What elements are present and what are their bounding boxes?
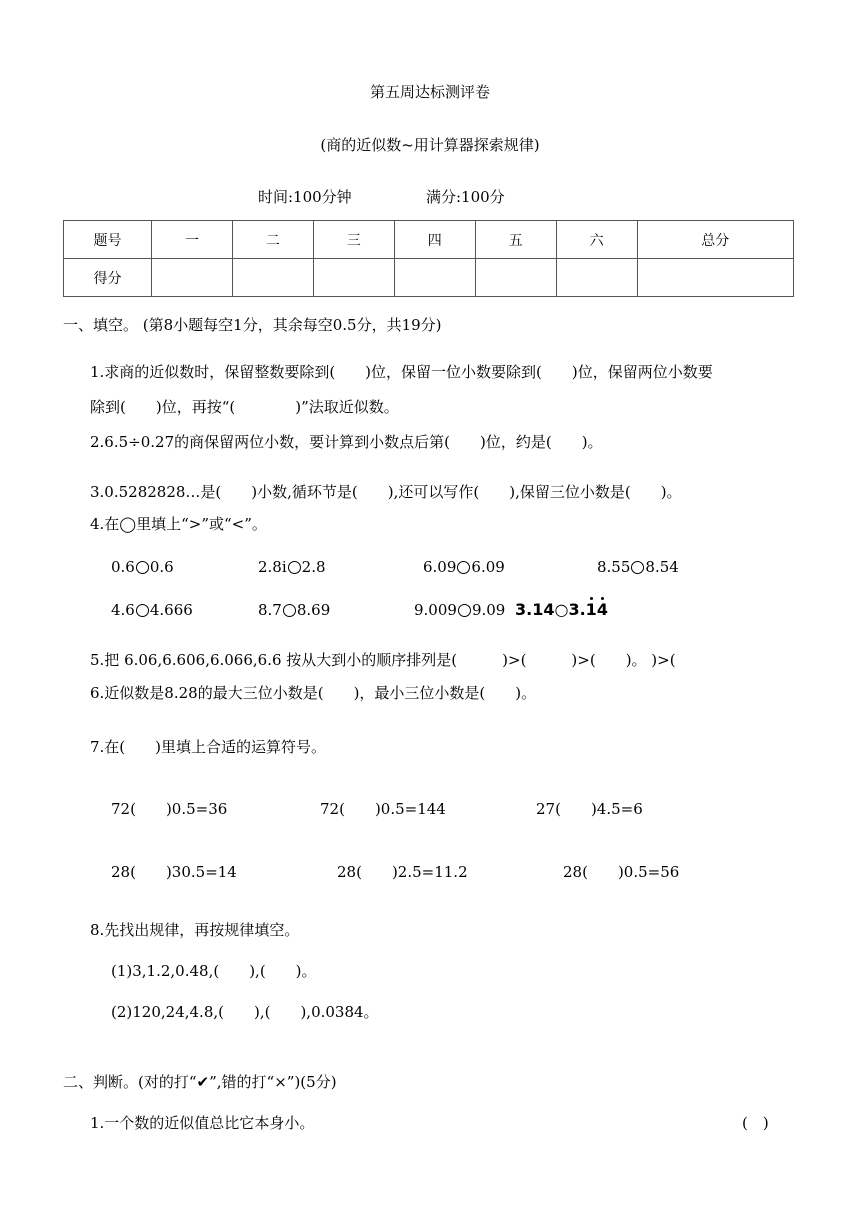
compare-left: 0.6	[111, 558, 135, 576]
score-cell[interactable]	[232, 259, 313, 297]
compare-left: 2.8	[258, 558, 282, 576]
score-cell[interactable]	[152, 259, 233, 297]
compare-right-repeating: 1	[585, 600, 597, 619]
score-cell[interactable]	[313, 259, 394, 297]
answer-circle-icon[interactable]	[288, 561, 301, 574]
table-cell: 一	[152, 221, 233, 259]
exam-time: 时间:100分钟	[258, 188, 352, 206]
section2-heading	[63, 1071, 337, 1092]
section1-heading: 一、填空。 (第8小题每空1分，其余每空0.5分，共19分)	[63, 316, 442, 334]
compare-left: 8.55	[597, 558, 631, 576]
table-cell: 五	[475, 221, 556, 259]
question-8-part-1: (1)3,1.2,0.48,( ),( )。	[111, 962, 317, 980]
page-subtitle: (商的近似数~用计算器探索规律)	[320, 136, 540, 154]
compare-right: 8.54	[645, 558, 679, 576]
exam-full-score: 满分:100分	[426, 188, 505, 206]
table-cell: 得分	[64, 259, 152, 297]
compare-right: 9.09	[471, 601, 506, 619]
compare-circle-text[interactable]: ○	[554, 600, 569, 619]
operator-item: 27( )4.5=6	[536, 800, 643, 818]
check-mark-icon: ✔	[196, 1073, 210, 1091]
question-1-line1: 1.求商的近似数时，保留整数要除到( )位，保留一位小数要除到( )位，保留两位小数要	[90, 363, 713, 381]
operator-item: 72( )0.5=144	[320, 800, 446, 818]
compare-right-repeating: 4	[596, 600, 608, 619]
section2-heading-text: ”,错的打“×”)(5分)	[209, 1073, 337, 1091]
score-cell[interactable]	[394, 259, 475, 297]
question-5: 5.把 6.06,6.606,6.066,6.6 按从大到小的顺序排列是( )>( )>( )。 )>(	[90, 651, 676, 669]
compare-right: 0.6	[149, 558, 174, 576]
compare-right: 6.09	[471, 558, 505, 576]
table-cell: 题号	[64, 221, 152, 259]
compare-item	[111, 558, 174, 576]
operator-item: 28( )0.5=56	[563, 863, 680, 881]
answer-circle-icon[interactable]	[136, 604, 149, 617]
judge-answer-bracket[interactable]: ( )	[742, 1114, 769, 1132]
score-table-header-row	[64, 221, 794, 259]
operator-item: 28( )30.5=14	[111, 863, 237, 881]
answer-circle-icon[interactable]	[136, 561, 149, 574]
compare-right: 2.8	[301, 558, 326, 576]
section2-heading-text: 二、判断。(对的打“	[63, 1073, 197, 1091]
question-7: 7.在( )里填上合适的运算符号。	[90, 738, 327, 756]
question-6: 6.近似数是8.28的最大三位小数是( )，最小三位小数是( )。	[90, 684, 537, 702]
table-cell: 六	[556, 221, 637, 259]
compare-item	[597, 558, 679, 576]
compare-item	[423, 558, 505, 576]
operator-item: 72( )0.5=36	[111, 800, 228, 818]
score-cell[interactable]	[637, 259, 793, 297]
compare-left: 9.009	[414, 601, 457, 619]
question-1-line2: 除到( )位，再按“( )”法取近似数。	[90, 398, 399, 416]
question-3: 3.0.5282828…是( )小数,循环节是( ),还可以写作( ),保留三位小数是( )。	[90, 483, 682, 501]
compare-left: 6.09	[423, 558, 457, 576]
score-cell[interactable]	[556, 259, 637, 297]
compare-extra: i	[281, 558, 287, 576]
compare-right: 8.69	[296, 601, 331, 619]
compare-right: 4.666	[149, 601, 193, 619]
compare-left: 4.6	[111, 601, 135, 619]
question-2: 2.6.5÷0.27的商保留两位小数，要计算到小数点后第( )位，约是( )。	[90, 433, 603, 451]
question-4: 4.在◯里填上“>”或“<”。	[90, 515, 267, 533]
operator-item: 28( )2.5=11.2	[337, 863, 468, 881]
answer-circle-icon[interactable]	[458, 604, 471, 617]
judge-question-1: 1.一个数的近似值总比它本身小。	[90, 1114, 315, 1132]
compare-left: 8.7	[258, 601, 282, 619]
answer-circle-icon[interactable]	[457, 561, 470, 574]
table-cell: 总分	[637, 221, 793, 259]
table-cell: 四	[394, 221, 475, 259]
question-8: 8.先找出规律，再按规律填空。	[90, 921, 300, 939]
question-8-part-2: (2)120,24,4.8,( ),( ),0.0384。	[111, 1003, 379, 1021]
page-title: 第五周达标测评卷	[369, 83, 490, 101]
table-cell: 二	[232, 221, 313, 259]
compare-item	[515, 600, 608, 619]
compare-item	[111, 601, 193, 619]
compare-item	[258, 601, 330, 619]
score-table	[63, 220, 794, 297]
answer-circle-icon[interactable]	[283, 604, 296, 617]
score-cell[interactable]	[475, 259, 556, 297]
score-table-score-row	[64, 259, 794, 297]
answer-circle-icon[interactable]	[631, 561, 644, 574]
table-cell: 三	[313, 221, 394, 259]
compare-item	[414, 601, 505, 619]
compare-left: 3.14	[515, 600, 555, 619]
compare-item	[258, 558, 326, 576]
compare-right: 3.	[568, 600, 586, 619]
